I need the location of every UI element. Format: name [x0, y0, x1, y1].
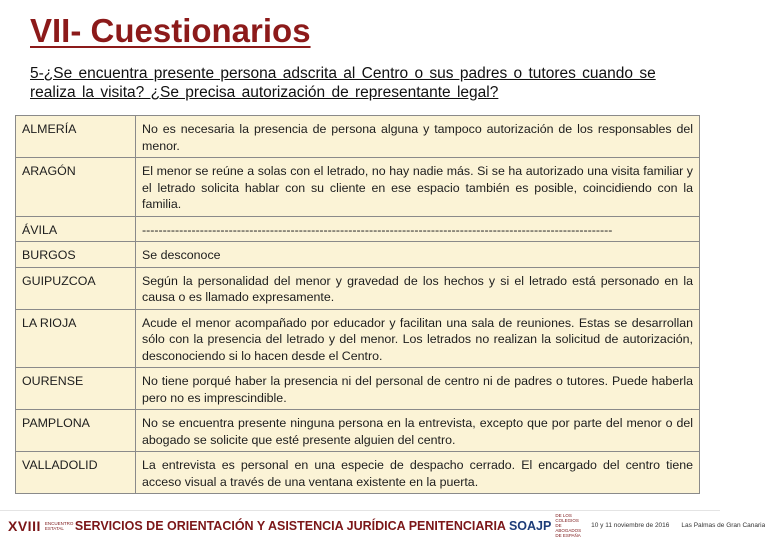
- table-row: [16, 267, 700, 309]
- answer-cell: No se encuentra presente ninguna persona en la entrevista, excepto que por parte del menor o del abogado se solicite que esté presente alguien del centro.: [136, 410, 700, 452]
- table-row: [16, 216, 700, 242]
- event-name-part2: SOAJP: [508, 518, 552, 533]
- answer-cell: ------------------------------------------------------------------------------------------------------------------: [136, 216, 700, 242]
- question-text: 5-¿Se encuentra presente persona adscrita al Centro o sus padres o tutores cuando se realiza la visita? ¿Se precisa autorización de representante legal?: [30, 65, 656, 101]
- edition-logo: XVIII: [8, 517, 41, 534]
- answer-cell: No tiene porqué haber la presencia ni del personal de centro ni de padres o tutores. Puede haberla pero no es imprescindible.: [136, 368, 700, 410]
- table-row: [16, 309, 700, 368]
- region-cell: GUIPUZCOA: [16, 267, 136, 309]
- answer-cell: No es necesaria la presencia de persona alguna y tampoco autorización de los responsables del menor.: [136, 116, 700, 158]
- answer-cell: El menor se reúne a solas con el letrado, no hay nadie más. Si se ha autorizado una visita familiar y el letrado solicita hablar con su cliente en ese espacio también es posible, coincidiendo con la familia.: [136, 158, 700, 217]
- region-cell: ÁVILA: [16, 216, 136, 242]
- event-place: Las Palmas de Gran Canaria: [681, 522, 765, 529]
- slide-title: VII- Cuestionarios: [30, 12, 311, 49]
- table-row: [16, 452, 700, 494]
- table-row: [16, 158, 700, 217]
- table-row: [16, 410, 700, 452]
- region-cell: LA RIOJA: [16, 309, 136, 368]
- region-cell: ALMERÍA: [16, 116, 136, 158]
- answers-table: [15, 115, 700, 494]
- event-name: [75, 519, 552, 533]
- footer-banner: [0, 510, 765, 540]
- region-cell: VALLADOLID: [16, 452, 136, 494]
- table-row: [16, 368, 700, 410]
- region-cell: OURENSE: [16, 368, 136, 410]
- answer-cell: La entrevista es personal en una especie de despacho cerrado. El encargado del centro tiene acceso visual a través de una ventana existente en la puerta.: [136, 452, 700, 494]
- answer-cell: Se desconoce: [136, 242, 700, 268]
- region-cell: PAMPLONA: [16, 410, 136, 452]
- table-row: [16, 116, 700, 158]
- table-row: [16, 242, 700, 268]
- region-cell: ARAGÓN: [16, 158, 136, 217]
- answer-cell: Según la personalidad del menor y gravedad de los hechos y si el letrado está personado en la causa o es llamado expresamente.: [136, 267, 700, 309]
- event-name-part1: SERVICIOS DE ORIENTACIÓN Y ASISTENCIA JURÍDICA PENITENCIARIA: [74, 518, 506, 533]
- edition-subtext: ENCUENTRO ESTATAL: [44, 520, 74, 531]
- event-subtext: DE LOS COLEGIOS DE ABOGADOS DE ESPAÑA: [555, 513, 582, 538]
- event-date: 10 y 11 noviembre de 2016: [591, 522, 670, 529]
- region-cell: BURGOS: [16, 242, 136, 268]
- answer-cell: Acude el menor acompañado por educador y facilitan una sala de reuniones. Estas se desarrollan sólo con la presencia del letrado y del menor. Los letrados no realizan la solicitud de autorización, desconociendo si lo hacen desde el Centro.: [136, 309, 700, 368]
